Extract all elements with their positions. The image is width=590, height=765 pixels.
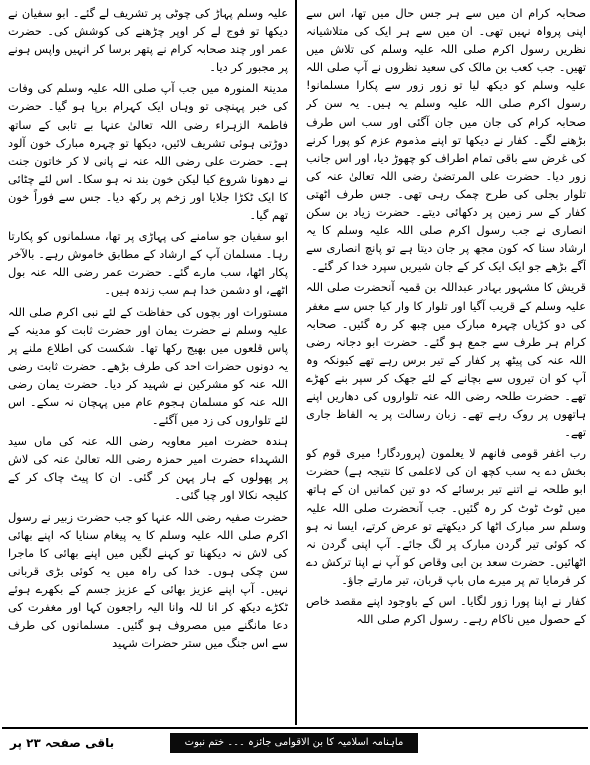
- paragraph: قریش کا مشہور بہادر عبداللہ بن قمیہ آنحضرت صلی اللہ علیہ وسلم کے قریب آگیا اور تلوار کا وار کیا جس سے مغفر کی دو کڑیاں چہرہ مبارک میں چبھ کر رہ گئیں۔ صحابہ کرام ہر طرف سے جمع ہو گئے۔ حضرت ابو دجانہ رضی اللہ عنہ کی پیٹھ پر کفار کے تیر برس رہے تھے کیونکہ وہ آپ کو ان تیروں سے بچانے کے لئے جھک کر سپر بنے کھڑے تھے۔ حضرت طلحہ رضی اللہ عنہ تلواروں کی دھاریں اپنے ہاتھوں پر روک رہے تھے۔ زبان رسالت پر یہ الفاظ جاری تھے۔: [306, 280, 586, 440]
- paragraph: علیہ وسلم پہاڑ کی چوٹی پر تشریف لے گئے۔ ابو سفیان نے دیکھا تو فوج لے کر اوپر چڑھنے کی کوشش کی۔ حضرت عمر اور چند صحابہ کرام نے پتھر برسا کر انہیں واپس ہونے پر مجبور کر دیا۔: [8, 6, 288, 75]
- paragraph: ہندہ حضرت امیر معاویہ رضی اللہ عنہ کی ماں سید الشہداء حضرت امیر حمزہ رضی اللہ تعالیٰ عنہ کی لاش پر پھولوں کے ہار پہن کر گئی۔ ان کا پیٹ چاک کر کے کلیجہ نکالا اور چبا گئی۔: [8, 434, 288, 503]
- footer-rule: [2, 727, 588, 729]
- paragraph: ابو سفیان جو سامنے کی پہاڑی پر تھا، مسلمانوں کو پکارتا رہا۔ مسلمان آپ کے ارشاد کے مطابق خاموش رہے۔ بالآخر پکار اٹھا، سب مارے گئے۔ حضرت عمر رضی اللہ عنہ بول اٹھے، او دشمن خدا ہم سب زندہ ہیں۔: [8, 229, 288, 298]
- article-column-left: [8, 4, 288, 716]
- continued-on-page-note: باقی صفحہ ۲۳ پر: [10, 736, 115, 750]
- paragraph: کفار نے اپنا پورا زور لگایا۔ اس کے باوجود اپنے مقصد خاص کے حصول میں ناکام رہے۔ رسول اکرم صلی اللہ: [306, 594, 586, 627]
- paragraph: رب اغفر قومی فانهم لا یعلمون (پروردگار! میری قوم کو بخش دے یہ سب کچھ ان کی لاعلمی کا نتیجہ ہے) حضرت ابو طلحہ نے اتنے تیر برسائے کہ دو تین کمانیں ان کے ہاتھ میں ٹوٹ ٹوٹ کر رہ گئیں۔ جب آنحضرت صلی اللہ علیہ وسلم سر مبارک اٹھا کر دیکھتے تو عرض کرتے، ایسا نہ ہو کہ کوئی تیر گردن مبارک پر لگ جائے۔ آپ اپنی گردن نہ اٹھائیں۔ حضرت سعد بن ابی وقاص کو آپ نے اپنا ترکش دے کر فرمایا تم پر میرے ماں باپ قربان، تیر مارتے جاؤ۔: [306, 446, 586, 587]
- paragraph: صحابہ کرام ان میں سے ہر جس حال میں تھا، اس سے اپنی پرواہ نہیں تھی۔ ان میں سے ہر ایک کی متلاشیانہ نظریں رسول اکرم صلی اللہ علیہ وسلم کی تلاش میں تھیں۔ جب کعب بن مالک کی سعید نظروں نے آپ صلی اللہ علیہ وسلم کو دیکھ لیا تو زور زور سے پکارا مسلمانو! رسول اکرم صلی اللہ علیہ وسلم یہ ہیں۔ یہ سن کر صحابہ کرام کی جان میں جان آگئی اور سب اس طرف بڑھنے لگے۔ کفار نے دیکھا تو اپنے مذموم عزم کو پورا کرنے کی غرض سے باقی تمام اطراف کو چھوڑ دیا، اور اس جانب زور دیا۔ حضرت علی المرتضیٰ رضی اللہ تعالیٰ عنہ کی تلوار بجلی کی طرح چمک رہی تھی۔ جس طرف اٹھتی کفار کے سر زمین پر دکھائی دیتے۔ حضرت زیاد بن سکن انصاری نے جب رسول اکرم صلی اللہ علیہ وسلم کا یہ ارشاد سنا کہ کون مجھ پر جان دیتا ہے تو پانچ انصاری سے آگے بڑھے جو ایک ایک کر کے جان شیریں سپرد خدا کر گئے۔: [306, 6, 586, 274]
- paragraph: حضرت صفیہ رضی اللہ عنہا کو جب حضرت زبیر نے رسول اکرم صلی اللہ علیہ وسلم کا یہ پیغام سنایا کہ اپنے بھائی کی لاش نہ دیکھنا تو کہنے لگیں میں اپنے بھائی کا ماجرا سن چکی ہوں۔ خدا کی راہ میں یہ کوئی بڑی قربانی نہیں۔ آپ اپنے عزیز بھائی کے عزیز جسم کے بکھرے ہوئے ٹکڑے دیکھ کر انا للہ وانا الیہ راجعون کہا اور مغفرت کی دعا مانگنے میں مصروف ہو گئیں۔ مسلمانوں کی طرف سے اس جنگ میں ستر حضرات شہید: [8, 509, 288, 651]
- column-divider: [295, 0, 297, 725]
- article-column-right: [306, 4, 586, 716]
- paragraph: مستورات اور بچوں کی حفاظت کے لئے نبی اکرم صلی اللہ علیہ وسلم نے حضرت یمان اور حضرت ثابت کو مدینہ کے پاس قلعوں میں بھیج رکھا تھا۔ شکست کی اطلاع ملنے پر یہ دونوں حضرات احد کی طرف بڑھے۔ حضرت ثابت رضی اللہ عنہ کو مشرکین نے شہید کر دیا۔ حضرت یمان رضی اللہ عنہ کو مسلمان ہجوم عام میں پہچان نہ سکے۔ اس لئے تلواروں کی زد میں آگئے۔: [8, 304, 288, 428]
- paragraph: مدینۃ المنورہ میں جب آپ صلی اللہ علیہ وسلم کی وفات کی خبر پہنچی تو وہاں ایک کہرام برپا ہو گیا۔ حضرت فاطمۃ الزہراء رضی اللہ تعالیٰ عنہا بے تابی کے ساتھ دوڑتی ہوئی تشریف لائیں، دیکھا تو چہرہ مبارک خون آلود ہے۔ حضرت علی رضی اللہ عنہ نے پانی لا کر خاتون جنت نے دھونا شروع کیا لیکن خون بند نہ ہو سکا۔ اس لئے چٹائی کا ایک ٹکڑا جلایا اور زخم پر رکھ دیا۔ جس سے فوراً خون تھم گیا۔: [8, 81, 288, 223]
- footer-banner: ماہنامہ اسلامیہ کا بن الاقوامی جائزہ ۔۔۔ ختم نبوت: [170, 733, 418, 753]
